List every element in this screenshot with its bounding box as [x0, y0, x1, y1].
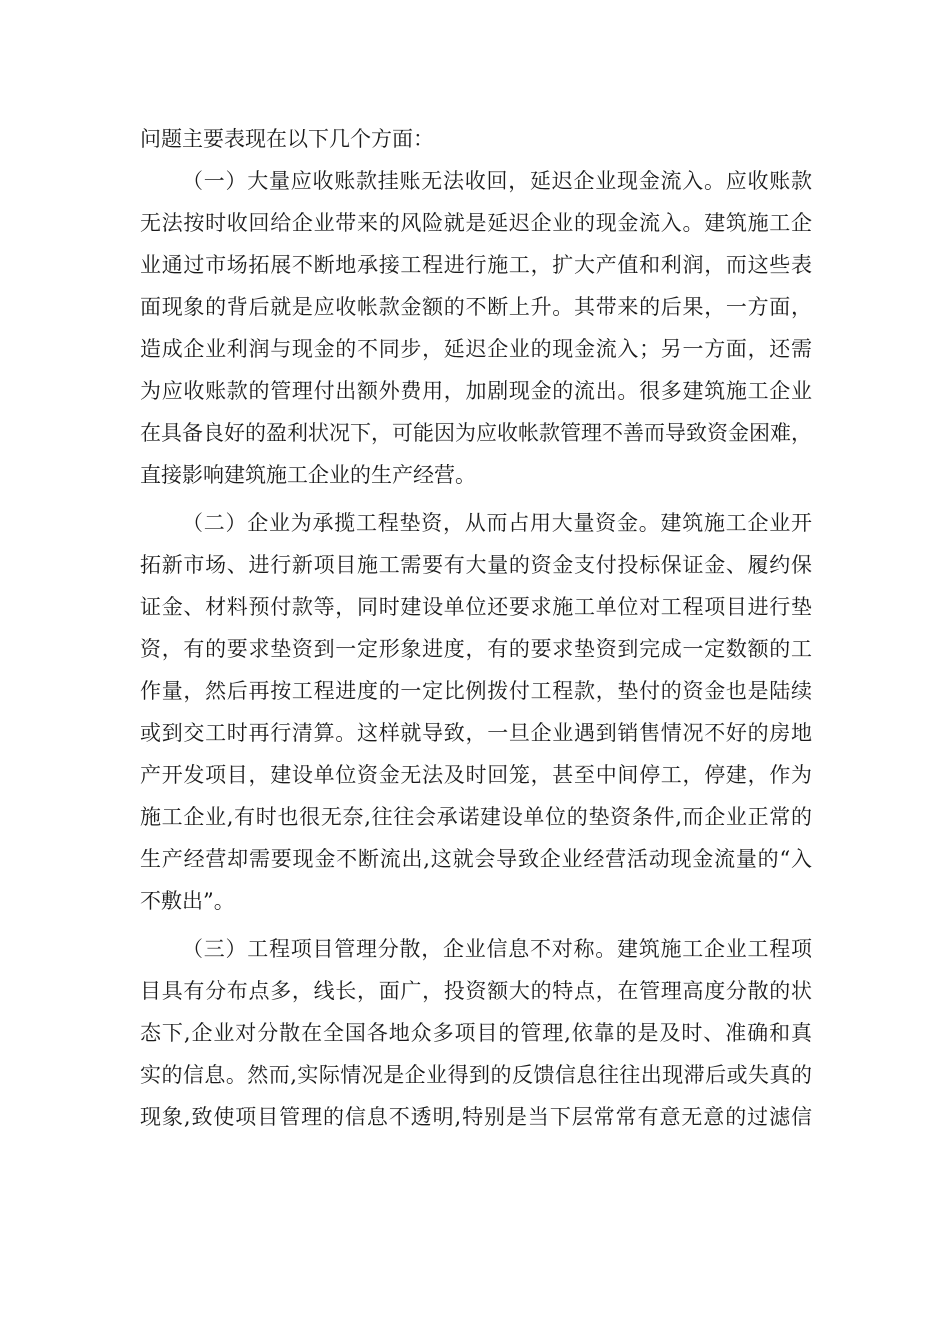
paragraph-line: 直接影响建筑施工企业的生产经营。: [140, 463, 476, 487]
paragraph-3: [140, 928, 812, 1138]
paragraph-line: 在具备良好的盈利状况下，可能因为应收帐款管理不善而导致资金困难，: [140, 421, 812, 445]
paragraph-line: 或到交工时再行清算。这样就导致，一旦企业遇到销售情况不好的房地: [140, 721, 812, 745]
paragraph-line: 现象,致使项目管理的信息不透明,特别是当下层常常有意无意的过滤信: [140, 1105, 812, 1129]
paragraph-line: 态下,企业对分散在全国各地众多项目的管理,依靠的是及时、准确和真: [140, 1021, 812, 1045]
paragraph-line: （二）企业为承揽工程垫资，从而占用大量资金。建筑施工企业开: [182, 511, 812, 535]
paragraph-line: 实的信息。然而,实际情况是企业得到的反馈信息往往出现滞后或失真的: [140, 1063, 812, 1087]
paragraph-line: 为应收账款的管理付出额外费用，加剧现金的流出。很多建筑施工企业: [140, 379, 812, 403]
paragraph-line: 无法按时收回给企业带来的风险就是延迟企业的现金流入。建筑施工企: [140, 211, 812, 235]
paragraph-line: 目具有分布点多，线长，面广，投资额大的特点，在管理高度分散的状: [140, 979, 812, 1003]
paragraph-line: 证金、材料预付款等，同时建设单位还要求施工单位对工程项目进行垫: [140, 595, 812, 619]
paragraph-1: [140, 160, 812, 496]
paragraph-line: 业通过市场拓展不断地承接工程进行施工，扩大产值和利润，而这些表: [140, 253, 812, 277]
paragraph-line: 施工企业,有时也很无奈,往往会承诺建设单位的垫资条件,而企业正常的: [140, 805, 812, 829]
paragraph-line: 不敷出”。: [140, 889, 235, 913]
paragraph-line: 拓新市场、进行新项目施工需要有大量的资金支付投标保证金、履约保: [140, 553, 812, 577]
paragraph-line: 面现象的背后就是应收帐款金额的不断上升。其带来的后果，一方面，: [140, 295, 812, 319]
paragraph-line: 造成企业利润与现金的不同步，延迟企业的现金流入；另一方面，还需: [140, 337, 812, 361]
paragraph-2: [140, 502, 812, 922]
paragraph-line: （一）大量应收账款挂账无法收回，延迟企业现金流入。应收账款: [182, 169, 812, 193]
document-body: [140, 118, 812, 1138]
intro-line: 问题主要表现在以下几个方面：: [140, 127, 434, 151]
paragraph-line: 资，有的要求垫资到一定形象进度，有的要求垫资到完成一定数额的工: [140, 637, 812, 661]
paragraph-line: （三）工程项目管理分散，企业信息不对称。建筑施工企业工程项: [182, 937, 812, 961]
paragraph-line: 作量，然后再按工程进度的一定比例拨付工程款，垫付的资金也是陆续: [140, 679, 812, 703]
paragraph-line: 产开发项目，建设单位资金无法及时回笼，甚至中间停工，停建，作为: [140, 763, 812, 787]
paragraph-line: 生产经营却需要现金不断流出,这就会导致企业经营活动现金流量的“入: [140, 847, 812, 871]
